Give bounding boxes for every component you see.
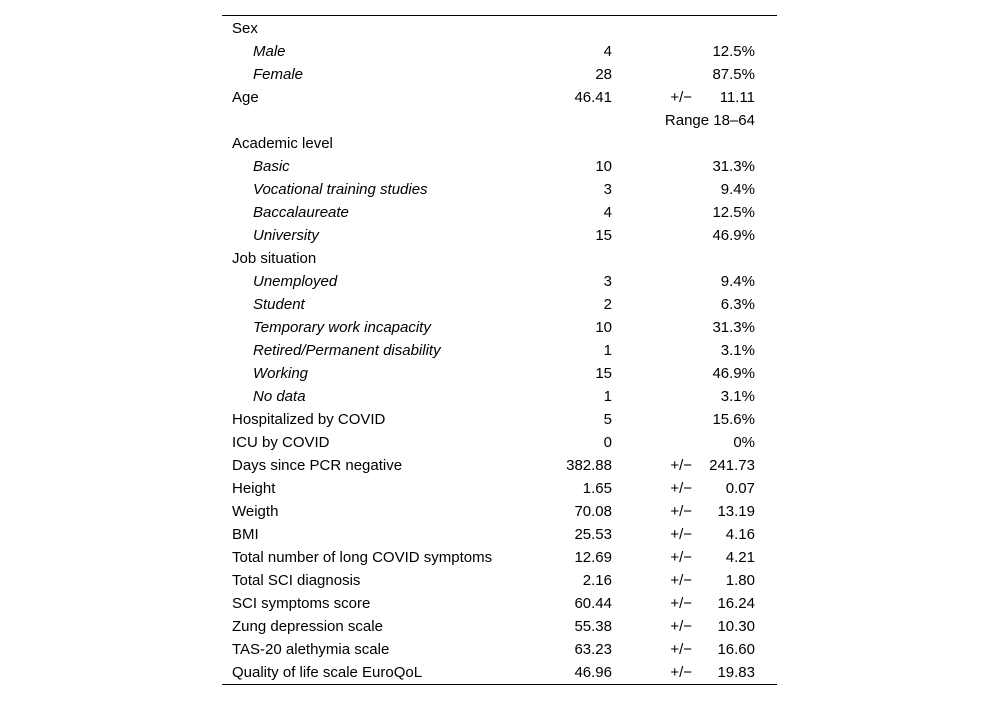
mean-value: 25.53 bbox=[574, 526, 612, 543]
plus-minus-sign: +/− bbox=[670, 595, 692, 612]
percent-value: 12.5% bbox=[712, 43, 755, 60]
mean-value: 2.16 bbox=[582, 572, 612, 589]
count-value: 2 bbox=[603, 296, 612, 313]
count-value: 15 bbox=[595, 227, 612, 244]
row-label: Total SCI diagnosis bbox=[232, 572, 361, 589]
percent-value: 12.5% bbox=[712, 204, 755, 221]
mean-value: 382.88 bbox=[566, 457, 612, 474]
plus-minus-sign: +/− bbox=[670, 89, 692, 106]
row-label: Height bbox=[232, 480, 276, 497]
row-sublabel: Unemployed bbox=[253, 273, 338, 290]
mean-value: 46.41 bbox=[574, 89, 612, 106]
table-row bbox=[222, 178, 789, 201]
empty-cell bbox=[612, 293, 700, 316]
plus-minus-sign: +/− bbox=[670, 572, 692, 589]
empty-cell bbox=[612, 339, 700, 362]
empty-cell bbox=[612, 270, 700, 293]
table-row bbox=[222, 477, 789, 500]
table-row bbox=[222, 523, 789, 546]
plus-minus-sign: +/− bbox=[670, 457, 692, 474]
row-label: Weigth bbox=[232, 503, 279, 520]
table-row bbox=[222, 592, 789, 615]
percent-value: 3.1% bbox=[720, 388, 755, 405]
mean-value: 46.96 bbox=[574, 664, 612, 681]
empty-cell bbox=[612, 431, 700, 454]
table-row bbox=[222, 201, 789, 224]
count-value: 10 bbox=[595, 158, 612, 175]
sd-value: 13.19 bbox=[717, 503, 755, 520]
empty-cell bbox=[532, 109, 612, 132]
sd-value: 11.11 bbox=[719, 89, 755, 106]
row-sublabel: Student bbox=[253, 296, 305, 313]
percent-value: 9.4% bbox=[720, 181, 755, 198]
empty-cell bbox=[700, 132, 789, 155]
table-row bbox=[222, 362, 789, 385]
empty-cell bbox=[612, 316, 700, 339]
row-sublabel: University bbox=[253, 227, 319, 244]
table-row bbox=[222, 454, 789, 477]
plus-minus-sign: +/− bbox=[670, 618, 692, 635]
demographics-table-container bbox=[222, 15, 777, 685]
empty-cell bbox=[700, 16, 789, 40]
mean-value: 63.23 bbox=[574, 641, 612, 658]
row-label: Hospitalized by COVID bbox=[232, 411, 386, 428]
sd-value: 241.73 bbox=[709, 457, 755, 474]
sd-value: 16.24 bbox=[717, 595, 755, 612]
percent-value: 3.1% bbox=[720, 342, 755, 359]
row-label: ICU by COVID bbox=[232, 434, 330, 451]
table-row bbox=[222, 339, 789, 362]
mean-value: 1.65 bbox=[582, 480, 612, 497]
table-row bbox=[222, 270, 789, 293]
table-row bbox=[222, 155, 789, 178]
empty-cell bbox=[612, 132, 700, 155]
empty-cell bbox=[700, 247, 789, 270]
table-row bbox=[222, 132, 789, 155]
row-sublabel: No data bbox=[253, 388, 306, 405]
row-sublabel: Baccalaureate bbox=[253, 204, 349, 221]
empty-cell bbox=[612, 385, 700, 408]
sd-value: 16.60 bbox=[717, 641, 755, 658]
count-value: 15 bbox=[595, 365, 612, 382]
row-label: Days since PCR negative bbox=[232, 457, 403, 474]
percent-value: 46.9% bbox=[712, 365, 755, 382]
plus-minus-sign: +/− bbox=[670, 480, 692, 497]
table-row bbox=[222, 109, 789, 132]
table-row bbox=[222, 661, 789, 684]
demographics-table bbox=[222, 16, 789, 684]
count-value: 4 bbox=[603, 204, 612, 221]
row-label: Sex bbox=[232, 19, 258, 37]
empty-cell bbox=[612, 408, 700, 431]
empty-cell bbox=[532, 247, 612, 270]
empty-cell bbox=[612, 155, 700, 178]
plus-minus-sign: +/− bbox=[670, 503, 692, 520]
sd-value: 4.21 bbox=[725, 549, 755, 566]
row-sublabel: Retired/Permanent disability bbox=[253, 342, 441, 359]
sd-value: 10.30 bbox=[717, 618, 755, 635]
count-value: 1 bbox=[603, 388, 612, 405]
row-label: TAS-20 alethymia scale bbox=[232, 641, 390, 658]
row-label: Quality of life scale EuroQoL bbox=[232, 664, 423, 681]
row-sublabel: Temporary work incapacity bbox=[253, 319, 431, 336]
row-label bbox=[222, 109, 532, 132]
table-row bbox=[222, 40, 789, 63]
table-body bbox=[222, 16, 789, 684]
table-row bbox=[222, 408, 789, 431]
empty-cell bbox=[612, 362, 700, 385]
table-row bbox=[222, 224, 789, 247]
table-row bbox=[222, 638, 789, 661]
row-label: Zung depression scale bbox=[232, 618, 383, 635]
percent-value: 46.9% bbox=[712, 227, 755, 244]
empty-cell bbox=[612, 224, 700, 247]
table-row bbox=[222, 500, 789, 523]
percent-value: 6.3% bbox=[720, 296, 755, 313]
count-value: 1 bbox=[603, 342, 612, 359]
empty-cell bbox=[612, 201, 700, 224]
percent-value: 9.4% bbox=[720, 273, 755, 290]
plus-minus-sign: +/− bbox=[670, 664, 692, 681]
plus-minus-sign: +/− bbox=[670, 526, 692, 543]
table-row bbox=[222, 86, 789, 109]
row-label: BMI bbox=[232, 526, 259, 543]
empty-cell bbox=[612, 247, 700, 270]
table-row bbox=[222, 615, 789, 638]
row-sublabel: Vocational training studies bbox=[253, 181, 428, 198]
table-row bbox=[222, 316, 789, 339]
empty-cell bbox=[612, 178, 700, 201]
sd-value: 19.83 bbox=[717, 664, 755, 681]
mean-value: 60.44 bbox=[574, 595, 612, 612]
plus-minus-sign: +/− bbox=[670, 641, 692, 658]
count-value: 3 bbox=[603, 273, 612, 290]
count-value: 0 bbox=[603, 434, 612, 451]
mean-value: 12.69 bbox=[574, 549, 612, 566]
sd-value: 0.07 bbox=[725, 480, 755, 497]
percent-value: 87.5% bbox=[712, 66, 755, 83]
count-value: 5 bbox=[603, 411, 612, 428]
count-value: 10 bbox=[595, 319, 612, 336]
table-row bbox=[222, 293, 789, 316]
table-row bbox=[222, 16, 789, 40]
row-sublabel: Male bbox=[253, 43, 286, 60]
count-value: 4 bbox=[603, 43, 612, 60]
percent-value: 0% bbox=[733, 434, 755, 451]
row-label: Job situation bbox=[232, 250, 317, 267]
table-row bbox=[222, 385, 789, 408]
row-label: SCI symptoms score bbox=[232, 595, 371, 612]
row-label: Age bbox=[232, 89, 259, 106]
percent-value: 31.3% bbox=[712, 319, 755, 336]
percent-value: 15.6% bbox=[712, 411, 755, 428]
row-sublabel: Female bbox=[253, 66, 304, 83]
empty-cell bbox=[612, 63, 700, 86]
table-row bbox=[222, 63, 789, 86]
empty-cell bbox=[612, 16, 700, 40]
plus-minus-sign: +/− bbox=[670, 549, 692, 566]
range-value: Range 18–64 bbox=[664, 112, 755, 129]
sd-value: 4.16 bbox=[725, 526, 755, 543]
row-label: Total number of long COVID symptoms bbox=[232, 549, 493, 566]
table-row bbox=[222, 247, 789, 270]
count-value: 28 bbox=[595, 66, 612, 83]
table-row bbox=[222, 546, 789, 569]
percent-value: 31.3% bbox=[712, 158, 755, 175]
table-row bbox=[222, 569, 789, 592]
mean-value: 55.38 bbox=[574, 618, 612, 635]
row-label: Academic level bbox=[232, 135, 333, 152]
empty-cell bbox=[532, 132, 612, 155]
mean-value: 70.08 bbox=[574, 503, 612, 520]
table-row bbox=[222, 431, 789, 454]
empty-cell bbox=[532, 16, 612, 40]
row-sublabel: Basic bbox=[253, 158, 290, 175]
row-sublabel: Working bbox=[253, 365, 309, 382]
sd-value: 1.80 bbox=[725, 572, 755, 589]
count-value: 3 bbox=[603, 181, 612, 198]
empty-cell bbox=[612, 40, 700, 63]
